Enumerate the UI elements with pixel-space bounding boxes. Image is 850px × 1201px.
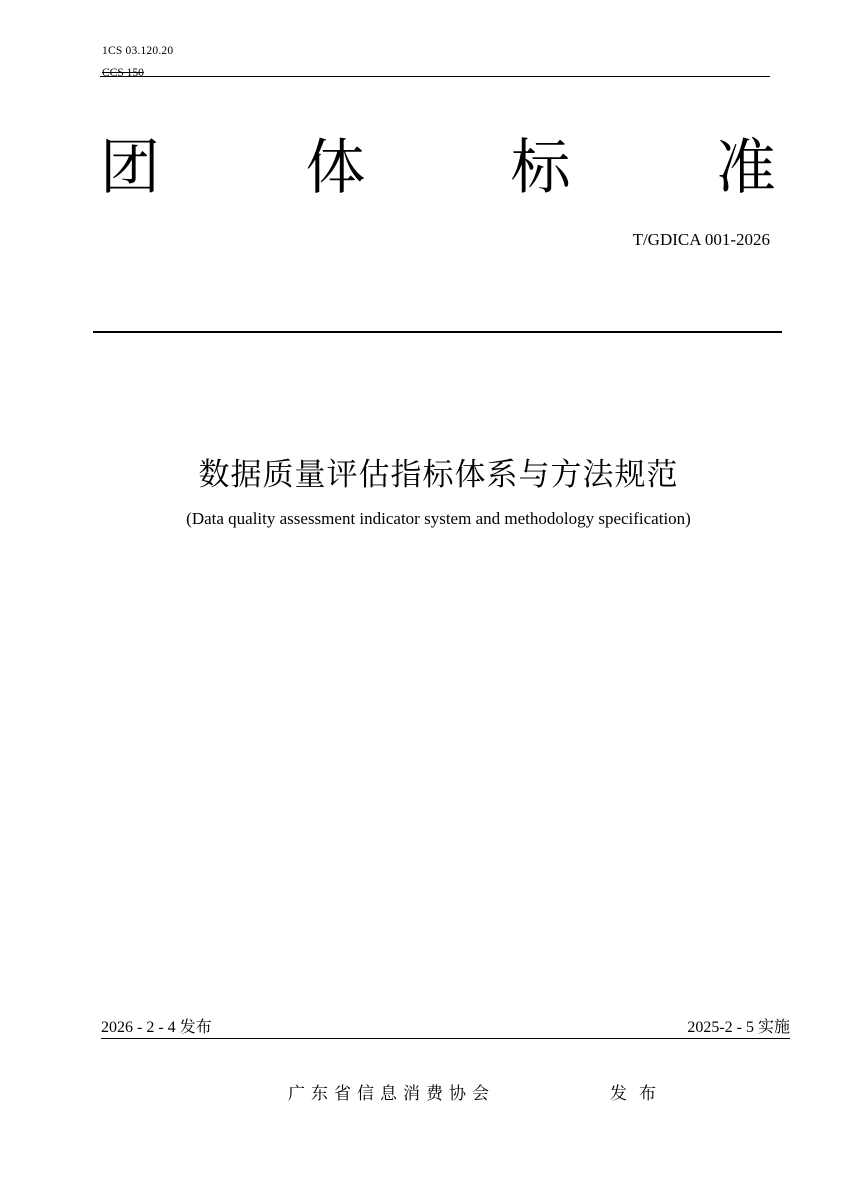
publishing-action: 发布 — [610, 1084, 668, 1104]
standard-type-char: 团 — [100, 133, 160, 203]
ccs-code: CCS 150 — [102, 67, 144, 79]
implement-date: 2025-2 - 5 — [687, 1019, 758, 1036]
implement-label: 实施 — [757, 1017, 790, 1036]
title-divider — [93, 331, 782, 333]
standard-type-char: 标 — [510, 133, 571, 203]
publish-label: 发布 — [179, 1017, 212, 1036]
publish-date-group — [101, 1016, 212, 1039]
standard-type-heading — [100, 128, 776, 208]
document-title: 数据质量评估指标体系与方法规范 — [198, 457, 679, 493]
standard-type-char: 准 — [715, 133, 776, 203]
standard-number: T/GDICA 001-2026 — [632, 230, 770, 249]
publish-date: 2026 - 2 - 4 — [101, 1019, 180, 1036]
date-row — [101, 1016, 790, 1039]
document-subtitle: (Data quality assessment indicator system and methodology specification) — [186, 509, 691, 528]
standard-type-char: 体 — [305, 133, 366, 203]
ics-code: 1CS 03.120.20 — [102, 45, 174, 57]
header-divider — [100, 76, 770, 77]
publishing-organization: 广东省信息消费协会 — [288, 1084, 495, 1104]
implement-date-group — [687, 1016, 790, 1039]
